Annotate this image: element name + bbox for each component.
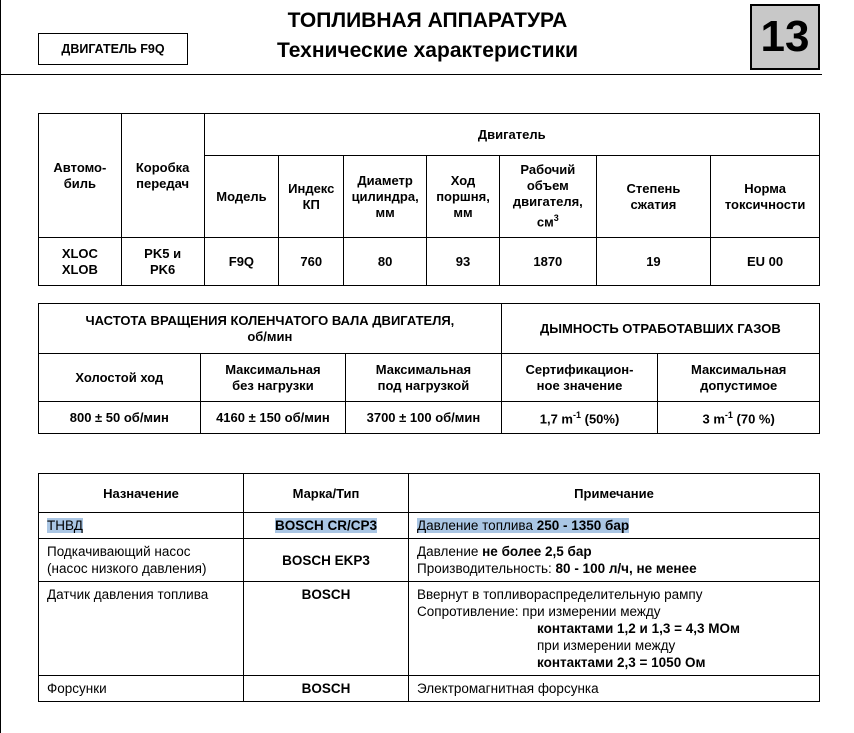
smoke-header: ДЫМНОСТЬ ОТРАБОТАВШИХ ГАЗОВ bbox=[501, 304, 819, 354]
index-value: 760 bbox=[279, 238, 344, 286]
cert-value: 1,7 $m^{-1}$ (50%) bbox=[501, 402, 658, 434]
row2-brand: BOSCH EKP3 bbox=[244, 539, 409, 582]
components-table bbox=[38, 473, 820, 702]
engine-specs-table bbox=[38, 113, 820, 286]
row3-brand: BOSCH bbox=[244, 582, 409, 676]
page-left-border bbox=[0, 0, 1, 733]
row1-note: Давление топлива 250 - 1350 бар bbox=[409, 513, 820, 539]
gearbox-value: PK5 и PK6 bbox=[121, 238, 204, 286]
header-rule bbox=[0, 74, 822, 75]
row3-note: Ввернут в топливораспределительную рампу Сопротивление: при измерении между контактами 1,2 и 1,3 = 4,3 МОм при измерении между контактами 2,3 = 1050 Ом bbox=[409, 582, 820, 676]
table-row bbox=[39, 582, 820, 676]
row1-brand: BOSCH CR/CP3 bbox=[244, 513, 409, 539]
col-purpose: Назначение bbox=[39, 474, 244, 513]
rpm-header: ЧАСТОТА ВРАЩЕНИЯ КОЛЕНЧАТОГО ВАЛА ДВИГАТЕЛЯ, об/мин bbox=[39, 304, 502, 354]
col-cert: Сертификацион- ное значение bbox=[501, 354, 658, 402]
row4-brand: BOSCH bbox=[244, 676, 409, 702]
stroke-value: 93 bbox=[427, 238, 500, 286]
max-allowed-value: 3 $m^{-1}$ (70 %) bbox=[658, 402, 820, 434]
col-max-load: Максимальная под нагрузкой bbox=[346, 354, 502, 402]
compression-value: 19 bbox=[596, 238, 710, 286]
title-line-1: ТОПЛИВНАЯ АППАРАТУРА bbox=[287, 9, 568, 32]
col-displacement: Рабочий объем двигателя, $см^3$ bbox=[499, 156, 596, 238]
car-value: XLOC XLOB bbox=[39, 238, 122, 286]
emission-value: EU 00 bbox=[711, 238, 820, 286]
table-row bbox=[39, 513, 820, 539]
speed-smoke-table bbox=[38, 303, 820, 434]
col-index: Индекс КП bbox=[279, 156, 344, 238]
col-brand: Марка/Тип bbox=[244, 474, 409, 513]
table-row bbox=[39, 539, 820, 582]
displacement-value: 1870 bbox=[499, 238, 596, 286]
model-value: F9Q bbox=[204, 238, 279, 286]
row4-purpose: Форсунки bbox=[39, 676, 244, 702]
col-max-allowed: Максимальная допустимое bbox=[658, 354, 820, 402]
chapter-number: 13 bbox=[750, 4, 820, 70]
col-max-noload: Максимальная без нагрузки bbox=[200, 354, 345, 402]
col-compression: Степень сжатия bbox=[596, 156, 710, 238]
row2-note: Давление не более 2,5 бар Производительность: 80 - 100 л/ч, не менее bbox=[409, 539, 820, 582]
col-model: Модель bbox=[204, 156, 279, 238]
page-title bbox=[215, 6, 640, 66]
col-bore: Диаметр цилиндра, мм bbox=[344, 156, 427, 238]
col-stroke: Ход поршня, мм bbox=[427, 156, 500, 238]
col-engine: Двигатель bbox=[204, 114, 819, 156]
max-load-value: 3700 ± 100 об/мин bbox=[346, 402, 502, 434]
engine-label: ДВИГАТЕЛЬ F9Q bbox=[38, 33, 188, 65]
max-noload-value: 4160 ± 150 об/мин bbox=[200, 402, 345, 434]
col-gearbox: Коробка передач bbox=[121, 114, 204, 238]
table-row bbox=[39, 676, 820, 702]
col-note: Примечание bbox=[409, 474, 820, 513]
title-line-2: Технические характеристики bbox=[276, 39, 579, 62]
idle-value: 800 ± 50 об/мин bbox=[39, 402, 201, 434]
row1-purpose: ТНВД bbox=[39, 513, 244, 539]
row4-note: Электромагнитная форсунка bbox=[409, 676, 820, 702]
col-car: Автомо- биль bbox=[39, 114, 122, 238]
row3-purpose: Датчик давления топлива bbox=[39, 582, 244, 676]
bore-value: 80 bbox=[344, 238, 427, 286]
col-emission: Норма токсичности bbox=[711, 156, 820, 238]
row2-purpose: Подкачивающий насос (насос низкого давления) bbox=[39, 539, 244, 582]
col-idle: Холостой ход bbox=[39, 354, 201, 402]
